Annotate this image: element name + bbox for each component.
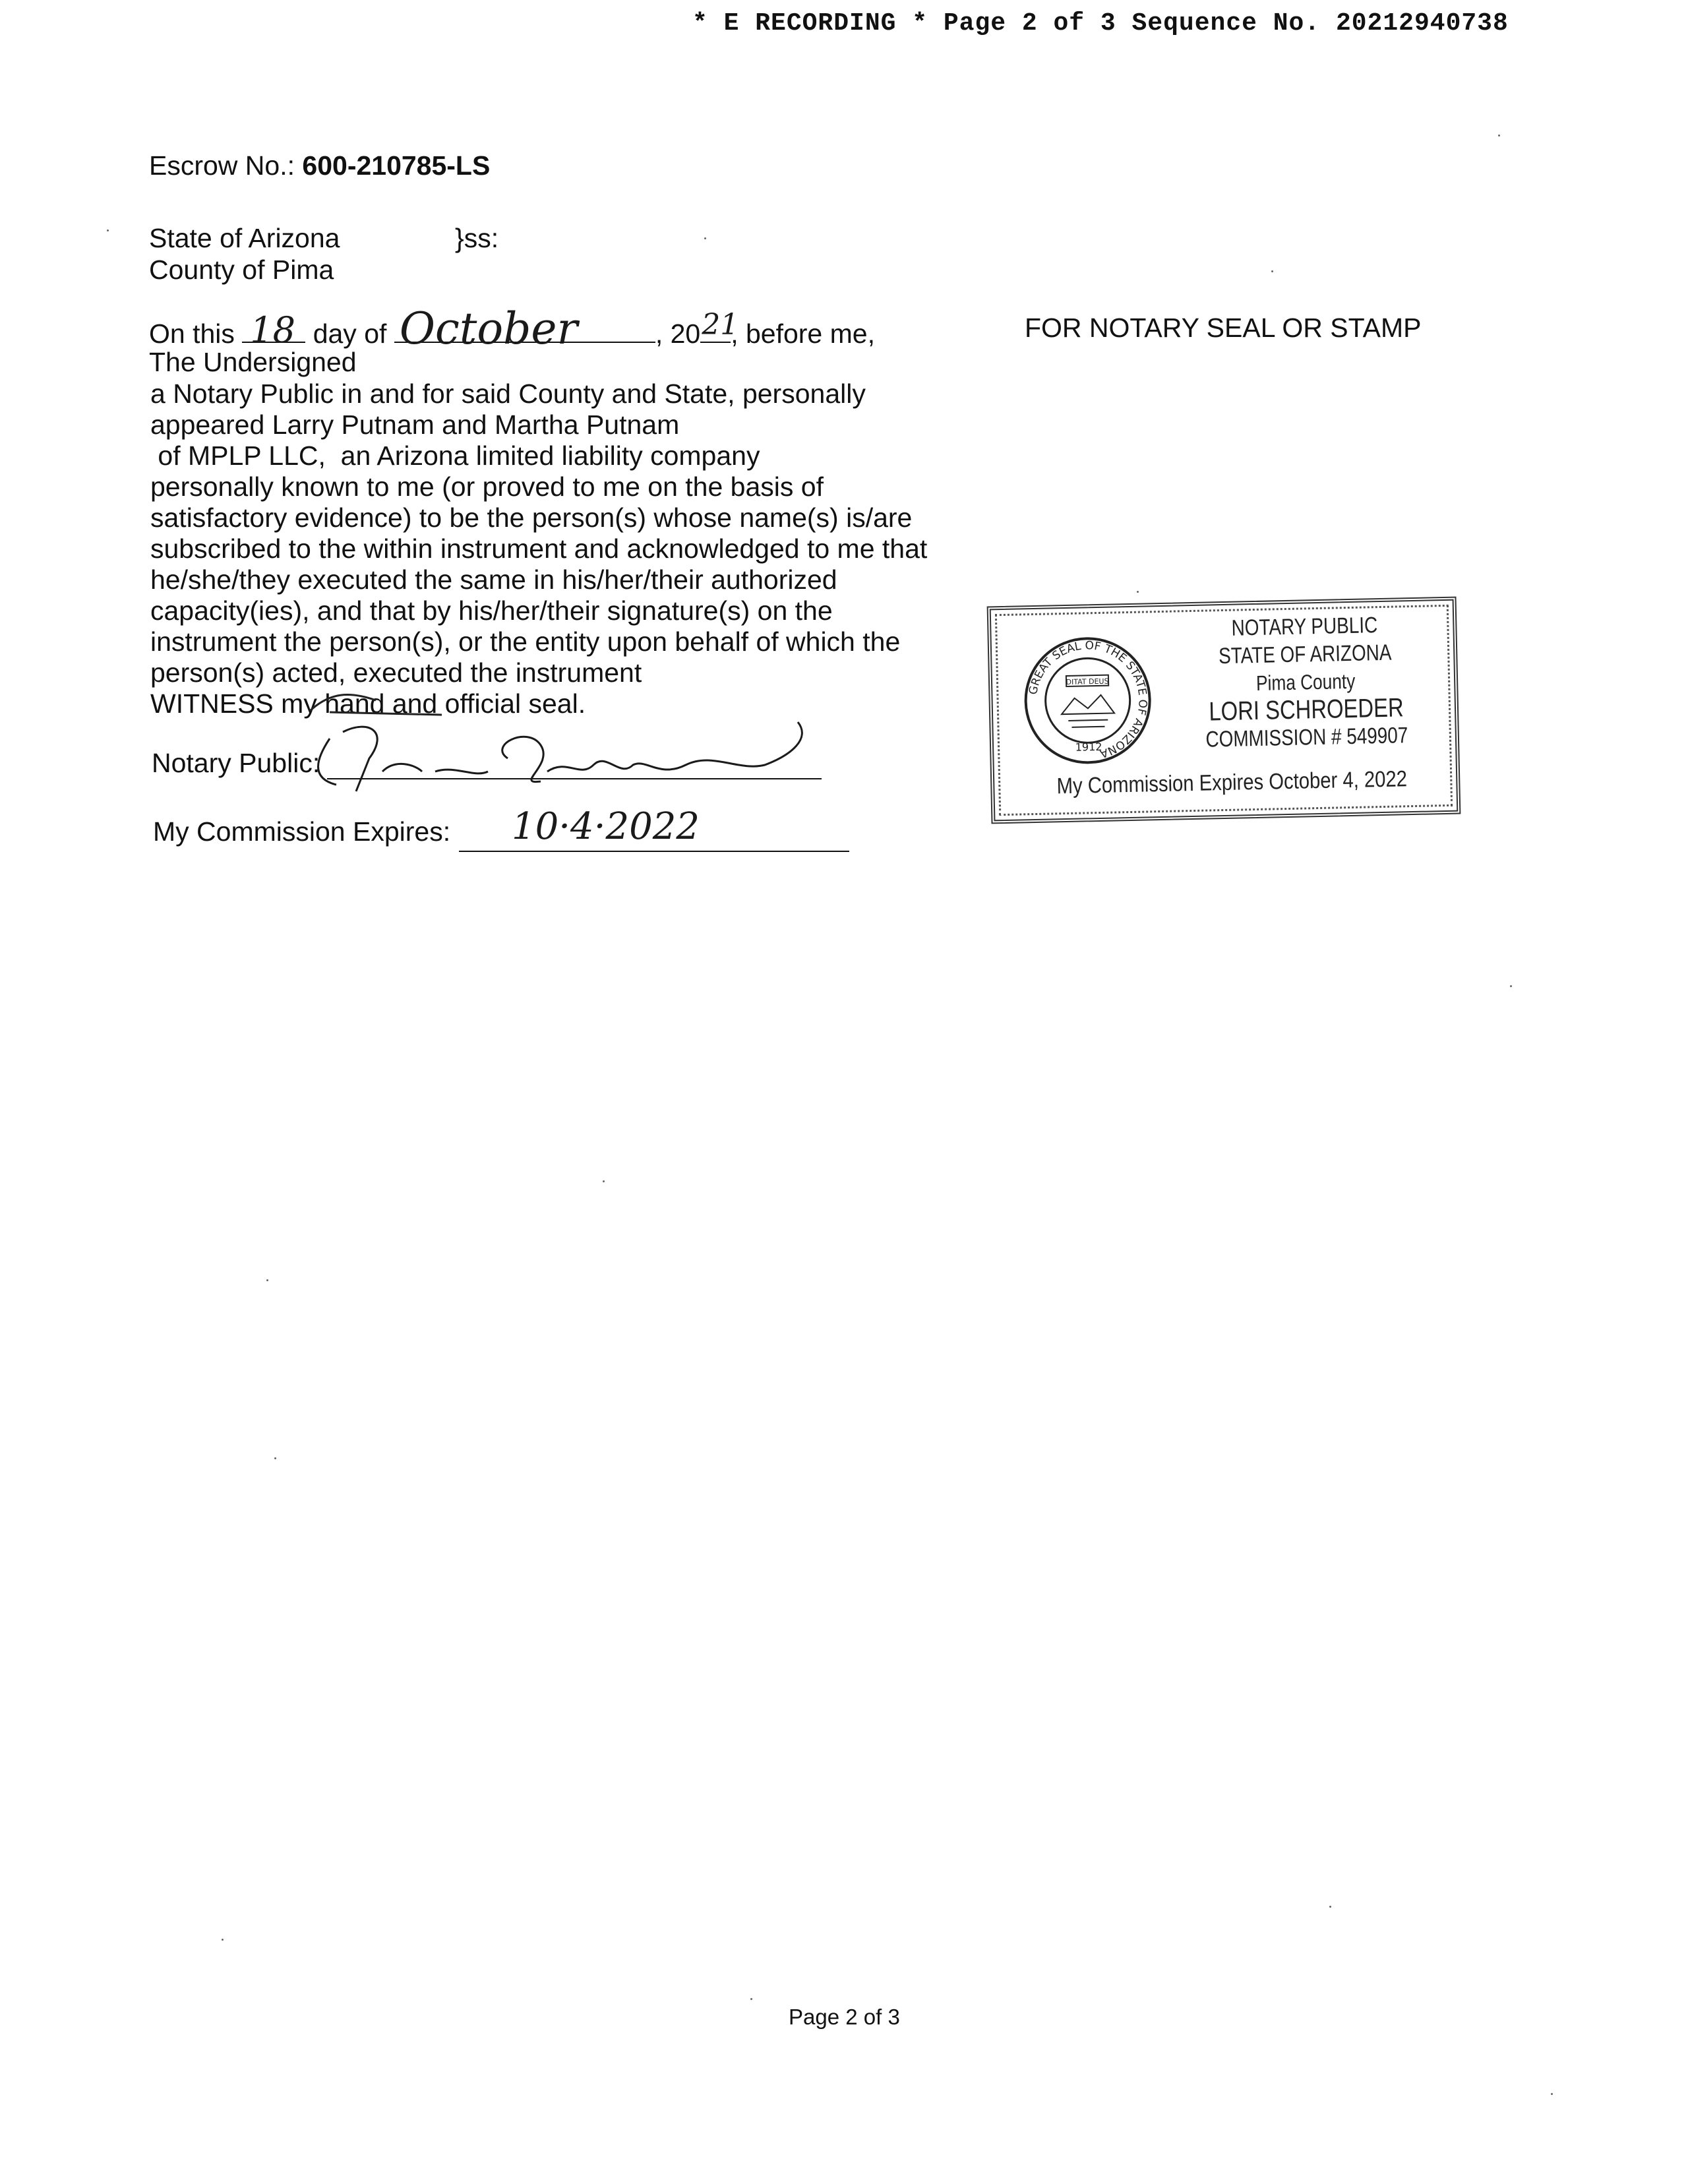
month-blank [394, 303, 655, 354]
day-handwritten: 18 [250, 309, 296, 351]
stamp-expiration: My Commission Expires October 4, 2022 [1056, 766, 1408, 799]
seal-ring-text: GREAT SEAL OF THE STATE OF ARIZONA [1027, 639, 1149, 760]
acknowledgment-line-7: he/she/they executed the same in his/her/their authorized [150, 564, 837, 595]
stamp-notary-public: NOTARY PUBLIC [1231, 613, 1378, 641]
seal-motto: DITAT DEUS [1066, 677, 1109, 687]
witness-line: WITNESS my hand and official seal. [150, 688, 586, 719]
day-blank [242, 309, 305, 351]
venue-state: State of Arizona [149, 223, 340, 253]
year-prefix-text: , 20 [655, 318, 701, 349]
scan-speck [603, 1180, 605, 1182]
on-this-text: On this [149, 318, 235, 349]
scan-speck [1498, 135, 1500, 136]
seal-area-label: FOR NOTARY SEAL OR STAMP [1025, 313, 1422, 343]
acknowledgment-line-5: satisfactory evidence) to be the person(s) whose name(s) is/are [150, 502, 913, 533]
venue-county: County of Pima [149, 255, 334, 285]
expires-label: My Commission Expires: [153, 816, 451, 847]
acknowledgment-line-9: instrument the person(s), or the entity upon behalf of which the [150, 626, 901, 657]
acknowledgment-line-10: person(s) acted, executed the instrument [150, 657, 642, 688]
scan-speck [107, 229, 109, 231]
acknowledgment-date-line [149, 303, 875, 354]
expires-blank [459, 805, 849, 852]
notary-signature-label: Notary Public: [152, 748, 320, 778]
year-blank [700, 308, 739, 343]
scan-speck [1510, 985, 1512, 987]
stamp-county: Pima County [1255, 669, 1356, 695]
stamp-state: STATE OF ARIZONA [1218, 640, 1392, 669]
acknowledgment-line-8: capacity(ies), and that by his/her/their signature(s) on the [150, 595, 833, 626]
expires-handwritten: 10·4·2022 [512, 805, 700, 848]
day-of-text: day of [313, 318, 387, 349]
scan-speck [1329, 1906, 1331, 1908]
month-handwritten: October [399, 303, 578, 354]
notary-signature-image [290, 719, 818, 798]
acknowledgment-line-6: subscribed to the within instrument and acknowledged to me that [150, 533, 928, 564]
stamp-commission-number: COMMISSION # 549907 [1205, 723, 1408, 752]
scan-speck [266, 1279, 268, 1281]
acknowledgment-line-3: of MPLP LLC, an Arizona limited liability company [150, 440, 760, 471]
stamp-text-block [1169, 610, 1442, 754]
stamp-notary-name: LORI SCHROEDER [1208, 693, 1404, 727]
acknowledgment-line-4: personally known to me (or proved to me on the basis of [150, 471, 824, 502]
page-number: Page 2 of 3 [789, 2005, 900, 2029]
scan-speck [274, 1457, 276, 1459]
escrow-label: Escrow No.: [149, 150, 295, 181]
scan-speck [704, 237, 706, 239]
escrow-number: 600-210785-LS [302, 150, 491, 181]
scan-speck [1551, 2093, 1553, 2095]
year-handwritten: 21 [702, 308, 739, 342]
scan-speck [750, 1998, 752, 2000]
undersigned-text: The Undersigned [149, 347, 357, 377]
acknowledgment-line-1: a Notary Public in and for said County and State, personally [150, 379, 866, 409]
before-me-text: , before me, [731, 318, 875, 349]
recording-banner: * E RECORDING * Page 2 of 3 Sequence No. 20212940738 [692, 9, 1509, 38]
venue-ss: }ss: [455, 223, 499, 253]
arizona-state-seal-icon [1021, 633, 1155, 768]
notary-stamp [987, 597, 1461, 824]
acknowledgment-line-2: appeared Larry Putnam and Martha Putnam [150, 410, 680, 440]
escrow-line [149, 150, 490, 181]
seal-year: 1912 [1075, 740, 1102, 754]
scan-speck [222, 1939, 224, 1941]
scan-speck [1271, 270, 1273, 272]
scan-speck [1137, 591, 1139, 593]
